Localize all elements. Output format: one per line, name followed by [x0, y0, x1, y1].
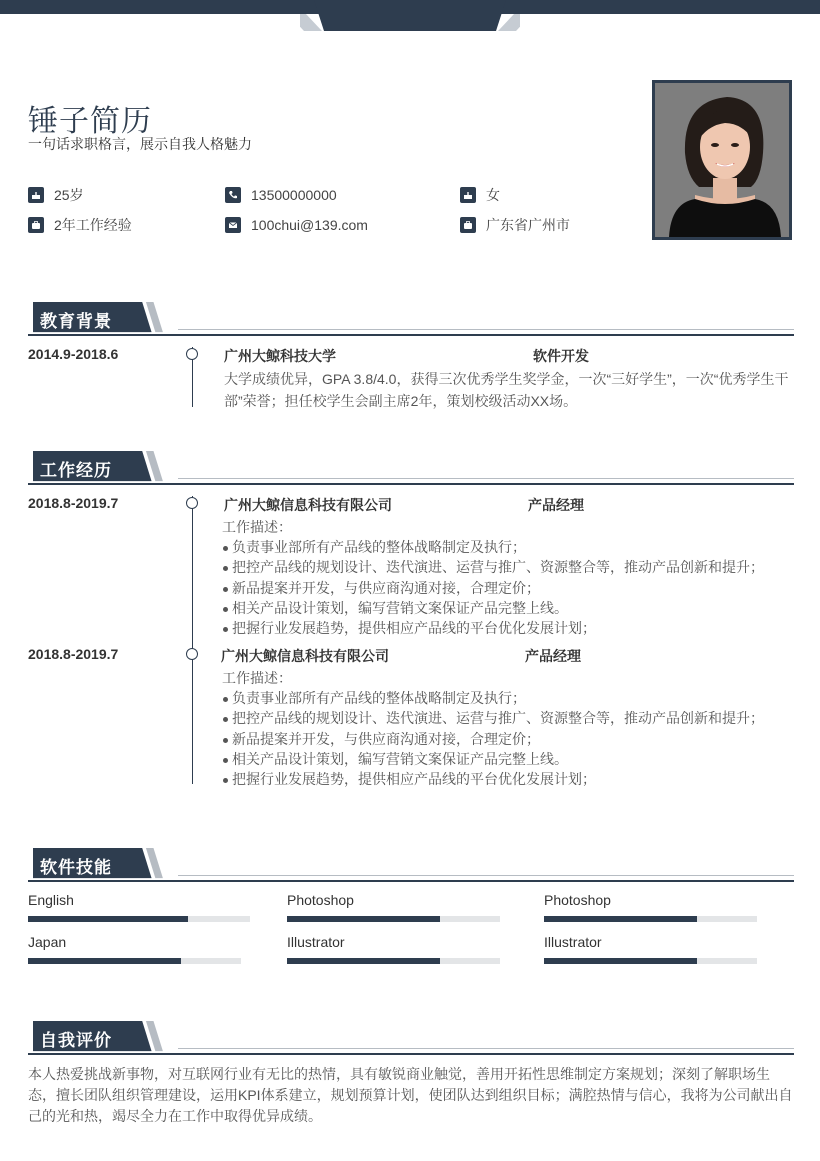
work-date: 2018.8-2019.7 — [28, 495, 119, 511]
list-item: 把握行业发展趋势，提供相应产品线的平台优化发展计划； — [222, 769, 764, 789]
skill-bar-track — [287, 958, 500, 964]
list-item: 相关产品设计策划，编写营销文案保证产品完整上线。 — [222, 749, 764, 769]
section-rule-light — [178, 875, 794, 876]
info-phone — [225, 185, 337, 205]
skill-english — [28, 892, 74, 912]
timeline-dot — [186, 497, 198, 509]
list-item: 相关产品设计策划，编写营销文案保证产品完整上线。 — [222, 598, 764, 618]
list-item: 把控产品线的规划设计、迭代演进、运营与推广、资源整合等，推动产品创新和提升； — [222, 708, 764, 728]
info-gender-text: 女 — [486, 187, 500, 203]
work-date: 2018.8-2019.7 — [28, 646, 119, 662]
work-description — [222, 517, 764, 638]
profile-photo — [652, 80, 792, 240]
info-phone-text: 13500000000 — [251, 187, 337, 203]
work-role: 产品经理 — [525, 648, 581, 664]
skill-bar-fill — [544, 916, 697, 922]
work-company: 广州大鲸信息科技有限公司 — [224, 497, 392, 513]
section-rule — [28, 1053, 794, 1055]
timeline-dot — [186, 348, 198, 360]
top-banner-tab — [300, 0, 520, 31]
skill-name: Photoshop — [544, 892, 611, 908]
skill-name: Illustrator — [287, 934, 345, 950]
skill-bar-track — [287, 916, 500, 922]
list-item: 新品提案并开发，与供应商沟通对接，合理定价； — [222, 729, 764, 749]
skill-bar-fill — [287, 916, 440, 922]
work-bullet-list — [222, 688, 764, 789]
birthday-icon — [28, 187, 44, 203]
info-experience — [28, 215, 132, 235]
skills-header — [28, 848, 794, 882]
work-title: 工作经历 — [40, 461, 112, 480]
info-age — [28, 185, 84, 205]
work-description — [222, 668, 764, 789]
education-major: 软件开发 — [533, 348, 589, 364]
skill-bar-fill — [544, 958, 697, 964]
skill-bar-track — [28, 916, 250, 922]
skill-name: Japan — [28, 934, 67, 950]
info-email-text: 100chui@139.com — [251, 217, 368, 233]
work-desc-label: 工作描述： — [222, 670, 292, 686]
email-icon — [225, 217, 241, 233]
section-rule — [28, 483, 794, 485]
resume-name: 锤子简历 — [28, 105, 152, 138]
skill-illustrator — [544, 934, 602, 954]
skill-name: Illustrator — [544, 934, 602, 950]
section-rule-light — [178, 478, 794, 479]
section-rule — [28, 880, 794, 882]
skill-bar-fill — [287, 958, 440, 964]
skill-name: English — [28, 892, 74, 908]
work-role: 产品经理 — [528, 497, 584, 513]
gender-icon — [460, 187, 476, 203]
skill-photoshop — [287, 892, 354, 912]
self-eval-header — [28, 1021, 794, 1055]
briefcase-icon — [28, 217, 44, 233]
education-description: 大学成绩优异，GPA 3.8/4.0，获得三次优秀学生奖学金，一次“三好学生”，一次“优秀学生干部”荣誉；担任校学生会副主席2年，策划校级活动XX场。 — [224, 371, 789, 409]
section-rule — [28, 334, 794, 336]
timeline-dot — [186, 648, 198, 660]
work-timeline — [192, 496, 193, 784]
info-location-text: 广东省广州市 — [486, 217, 570, 233]
self-eval-text: 本人热爱挑战新事物，对互联网行业有无比的热情，具有敏锐商业触觉，善用开拓性思维制定方案规划；深刻了解职场生态，擅长团队组织管理建设，运用KPI体系建立，规划预算计划，使团队达到组织目标；满腔热情与信心，我将为公司献出自己的光和热，竭尽全力在工作中取得优异成绩。 — [28, 1066, 793, 1124]
education-title: 教育背景 — [40, 312, 112, 331]
list-item: 新品提案并开发，与供应商沟通对接，合理定价； — [222, 578, 764, 598]
self-eval-title: 自我评价 — [40, 1031, 112, 1050]
skill-bar-track — [544, 958, 757, 964]
education-header — [28, 302, 794, 336]
list-item: 负责事业部所有产品线的整体战略制定及执行； — [222, 537, 764, 557]
location-icon — [460, 217, 476, 233]
skill-bar-fill — [28, 958, 181, 964]
skill-bar-track — [28, 958, 241, 964]
section-rule-light — [178, 329, 794, 330]
list-item: 把控产品线的规划设计、迭代演进、运营与推广、资源整合等，推动产品创新和提升； — [222, 557, 764, 577]
phone-icon — [225, 187, 241, 203]
info-experience-text: 2年工作经验 — [54, 217, 132, 233]
list-item: 把握行业发展趋势，提供相应产品线的平台优化发展计划； — [222, 618, 764, 638]
work-company: 广州大鲸信息科技有限公司 — [221, 648, 389, 664]
resume-motto: 一句话求职格言，展示自我人格魅力 — [28, 136, 252, 152]
skill-illustrator — [287, 934, 345, 954]
skill-name: Photoshop — [287, 892, 354, 908]
skill-photoshop — [544, 892, 611, 912]
skills-title: 软件技能 — [40, 858, 112, 877]
info-age-text: 25岁 — [54, 187, 84, 203]
work-bullet-list — [222, 537, 764, 638]
skill-japan — [28, 934, 66, 954]
skill-bar-track — [544, 916, 757, 922]
list-item: 负责事业部所有产品线的整体战略制定及执行； — [222, 688, 764, 708]
work-header — [28, 451, 794, 485]
skill-bar-fill — [28, 916, 188, 922]
info-gender — [460, 185, 500, 205]
education-date: 2014.9-2018.6 — [28, 346, 119, 362]
section-rule-light — [178, 1048, 794, 1049]
info-email — [225, 215, 368, 235]
education-school: 广州大鲸科技大学 — [224, 348, 336, 364]
info-location — [460, 215, 570, 235]
work-desc-label: 工作描述： — [222, 519, 292, 535]
